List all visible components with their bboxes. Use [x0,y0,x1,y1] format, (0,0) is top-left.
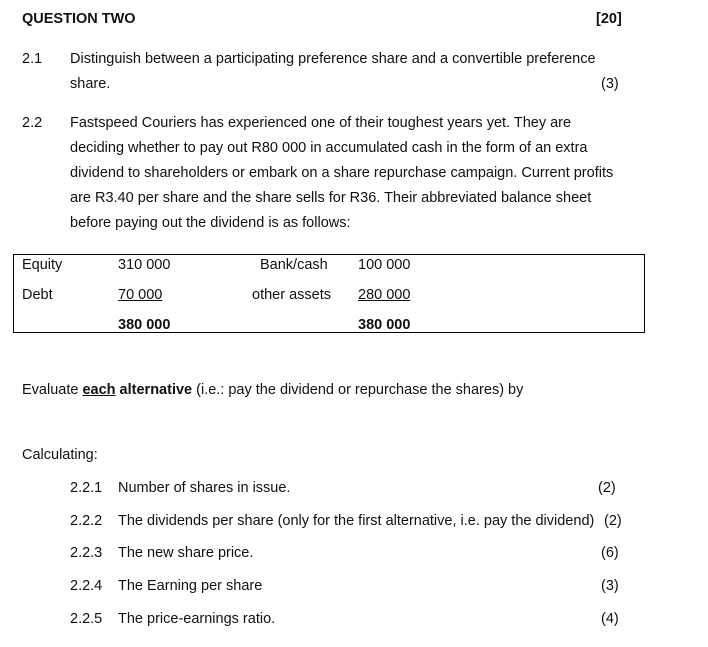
bs-debt-label: Debt [22,287,53,303]
sub-question-text: The dividends per share (only for the first alternative, i.e. pay the dividend) [118,513,595,529]
q2-1-number: 2.1 [22,51,43,67]
bs-debt-value: 70 000 [118,287,163,303]
q2-2-text-line: before paying out the dividend is as follows: [70,215,351,231]
question-title: QUESTION TWO [22,11,136,27]
sub-question-number: 2.2.4 [70,578,103,594]
sub-question-marks: (2) [598,480,616,496]
sub-question-marks: (2) [604,513,622,529]
q2-2-text-line: dividend to shareholders or embark on a share repurchase campaign. Current profits [70,165,614,181]
evaluate-instruction [22,382,523,398]
bs-bank-cash-label: Bank/cash [260,257,328,273]
bs-bank-cash-value: 100 000 [358,257,411,273]
bs-equity-value: 310 000 [118,257,171,273]
evaluate-rest: (i.e.: pay the dividend or repurchase the shares) by [192,382,524,398]
bs-other-assets-value: 280 000 [358,287,411,303]
evaluate-each: each [82,382,116,398]
q2-1-text-line2: share. [70,76,111,92]
sub-question-number: 2.2.3 [70,545,103,561]
q2-2-text-line: deciding whether to pay out R80 000 in accumulated cash in the form of an extra [70,140,588,156]
calculating-label: Calculating: [22,447,98,463]
sub-question-number: 2.2.1 [70,480,103,496]
q2-1-text-line1: Distinguish between a participating preference share and a convertible preference [70,51,596,67]
bs-total-right: 380 000 [358,317,411,333]
sub-question-marks: (4) [601,611,619,627]
sub-question-text: Number of shares in issue. [118,480,291,496]
sub-question-text: The new share price. [118,545,254,561]
bs-total-left: 380 000 [118,317,171,333]
q2-2-number: 2.2 [22,115,43,131]
evaluate-prefix: Evaluate [22,382,83,398]
sub-question-marks: (6) [601,545,619,561]
sub-question-number: 2.2.5 [70,611,103,627]
q2-2-text-line: are R3.40 per share and the share sells for R36. Their abbreviated balance sheet [70,190,592,206]
sub-question-number: 2.2.2 [70,513,103,529]
bs-equity-label: Equity [22,257,63,273]
sub-question-text: The Earning per share [118,578,263,594]
q2-1-marks: (3) [601,76,619,92]
question-total-marks: [20] [596,11,622,27]
sub-question-text: The price-earnings ratio. [118,611,276,627]
sub-question-marks: (3) [601,578,619,594]
q2-2-text-line: Fastspeed Couriers has experienced one of their toughest years yet. They are [70,115,572,131]
bs-other-assets-label: other assets [252,287,331,303]
evaluate-alternative: alternative [115,382,193,398]
